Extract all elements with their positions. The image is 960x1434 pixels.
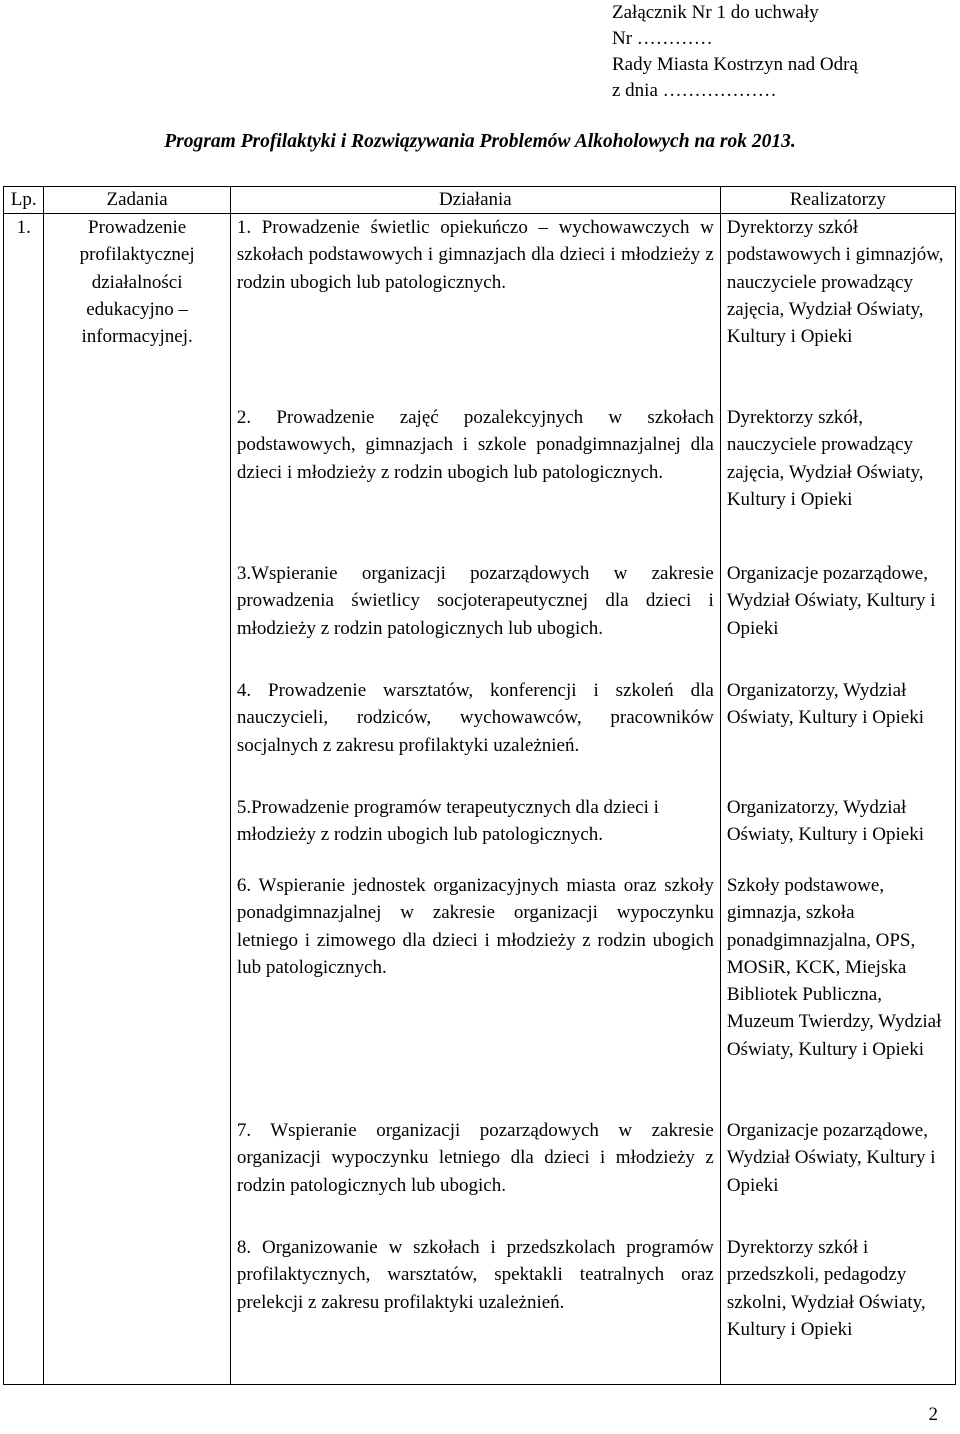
column-header-tasks: Zadania bbox=[44, 187, 230, 214]
column-header-actions: Działania bbox=[230, 187, 720, 214]
resolution-number-line: Nr ………… bbox=[612, 28, 713, 49]
task-cell: Prowadzenie profilaktycznej działalności edukacyjno – informacyjnej. bbox=[44, 214, 230, 1385]
table-row bbox=[4, 214, 956, 405]
action-item: 6. Wspieranie jednostek organizacyjnych miasta oraz szkoły ponadgimnazjalnej w zakresie organizacji wypoczynku letniego i zimowego dla dzieci i młodzieży z rodzin ubogich lub patologicznych. bbox=[230, 872, 720, 1117]
realizers-item: Dyrektorzy szkół i przedszkoli, pedagodzy szkolni, Wydział Oświaty, Kultury i Opieki bbox=[720, 1234, 955, 1385]
realizers-item: Organizatorzy, Wydział Oświaty, Kultury i Opieki bbox=[720, 677, 955, 794]
council-line: Rady Miasta Kostrzyn nad Odrą bbox=[612, 54, 858, 75]
realizers-item: Organizacje pozarządowe, Wydział Oświaty, Kultury i Opieki bbox=[720, 560, 955, 677]
action-item: 4. Prowadzenie warsztatów, konferencji i szkoleń dla nauczycieli, rodziców, wychowawców, pracowników socjalnych z zakresu profilaktyki uzależnień. bbox=[230, 677, 720, 794]
action-item: 3.Wspieranie organizacji pozarządowych w zakresie prowadzenia świetlicy socjoterapeutycznej dla dzieci i młodzieży z rodzin patologicznych lub ubogich. bbox=[230, 560, 720, 677]
attachment-line: Załącznik Nr 1 do uchwały bbox=[612, 2, 819, 23]
date-line: z dnia ……………… bbox=[612, 80, 777, 101]
realizers-item: Szkoły podstawowe, gimnazja, szkoła ponadgimnazjalna, OPS, MOSiR, KCK, Miejska Bibliotek Publiczna, Muzeum Twierdzy, Wydział Oświaty, Kultury i Opieki bbox=[720, 872, 955, 1117]
action-item: 7. Wspieranie organizacji pozarządowych w zakresie organizacji wypoczynku letniego dla dzieci i młodzieży z rodzin patologicznych lub ubogich. bbox=[230, 1117, 720, 1234]
action-item: 5.Prowadzenie programów terapeutycznych dla dzieci i młodzieży z rodzin ubogich lub patologicznych. bbox=[230, 794, 720, 872]
realizers-item: Organizacje pozarządowe, Wydział Oświaty, Kultury i Opieki bbox=[720, 1117, 955, 1234]
program-table bbox=[3, 186, 956, 1385]
action-item: 8. Organizowanie w szkołach i przedszkolach programów profilaktycznych, warsztatów, spektakli teatralnych oraz prelekcji z zakresu profilaktyki uzależnień. bbox=[230, 1234, 720, 1385]
realizers-item: Dyrektorzy szkół, nauczyciele prowadzący zajęcia, Wydział Oświaty, Kultury i Opieki bbox=[720, 404, 955, 560]
row-number: 1. bbox=[4, 214, 44, 1385]
realizers-item: Organizatorzy, Wydział Oświaty, Kultury i Opieki bbox=[720, 794, 955, 872]
column-header-realizers: Realizatorzy bbox=[720, 187, 955, 214]
document-title: Program Profilaktyki i Rozwiązywania Problemów Alkoholowych na rok 2013. bbox=[164, 131, 796, 152]
action-item: 2. Prowadzenie zajęć pozalekcyjnych w szkołach podstawowych, gimnazjach i szkole ponadgimnazjalnej dla dzieci i młodzieży z rodzin ubogich lub patologicznych. bbox=[230, 404, 720, 560]
action-item: 1. Prowadzenie świetlic opiekuńczo – wychowawczych w szkołach podstawowych i gimnazjach dla dzieci i młodzieży z rodzin ubogich lub patologicznych. bbox=[230, 214, 720, 405]
table-header-row bbox=[4, 187, 956, 214]
page-number: 2 bbox=[928, 1404, 938, 1425]
column-header-lp: Lp. bbox=[4, 187, 44, 214]
attachment-header bbox=[612, 0, 858, 104]
realizers-item: Dyrektorzy szkół podstawowych i gimnazjów, nauczyciele prowadzący zajęcia, Wydział Oświaty, Kultury i Opieki bbox=[720, 214, 955, 405]
